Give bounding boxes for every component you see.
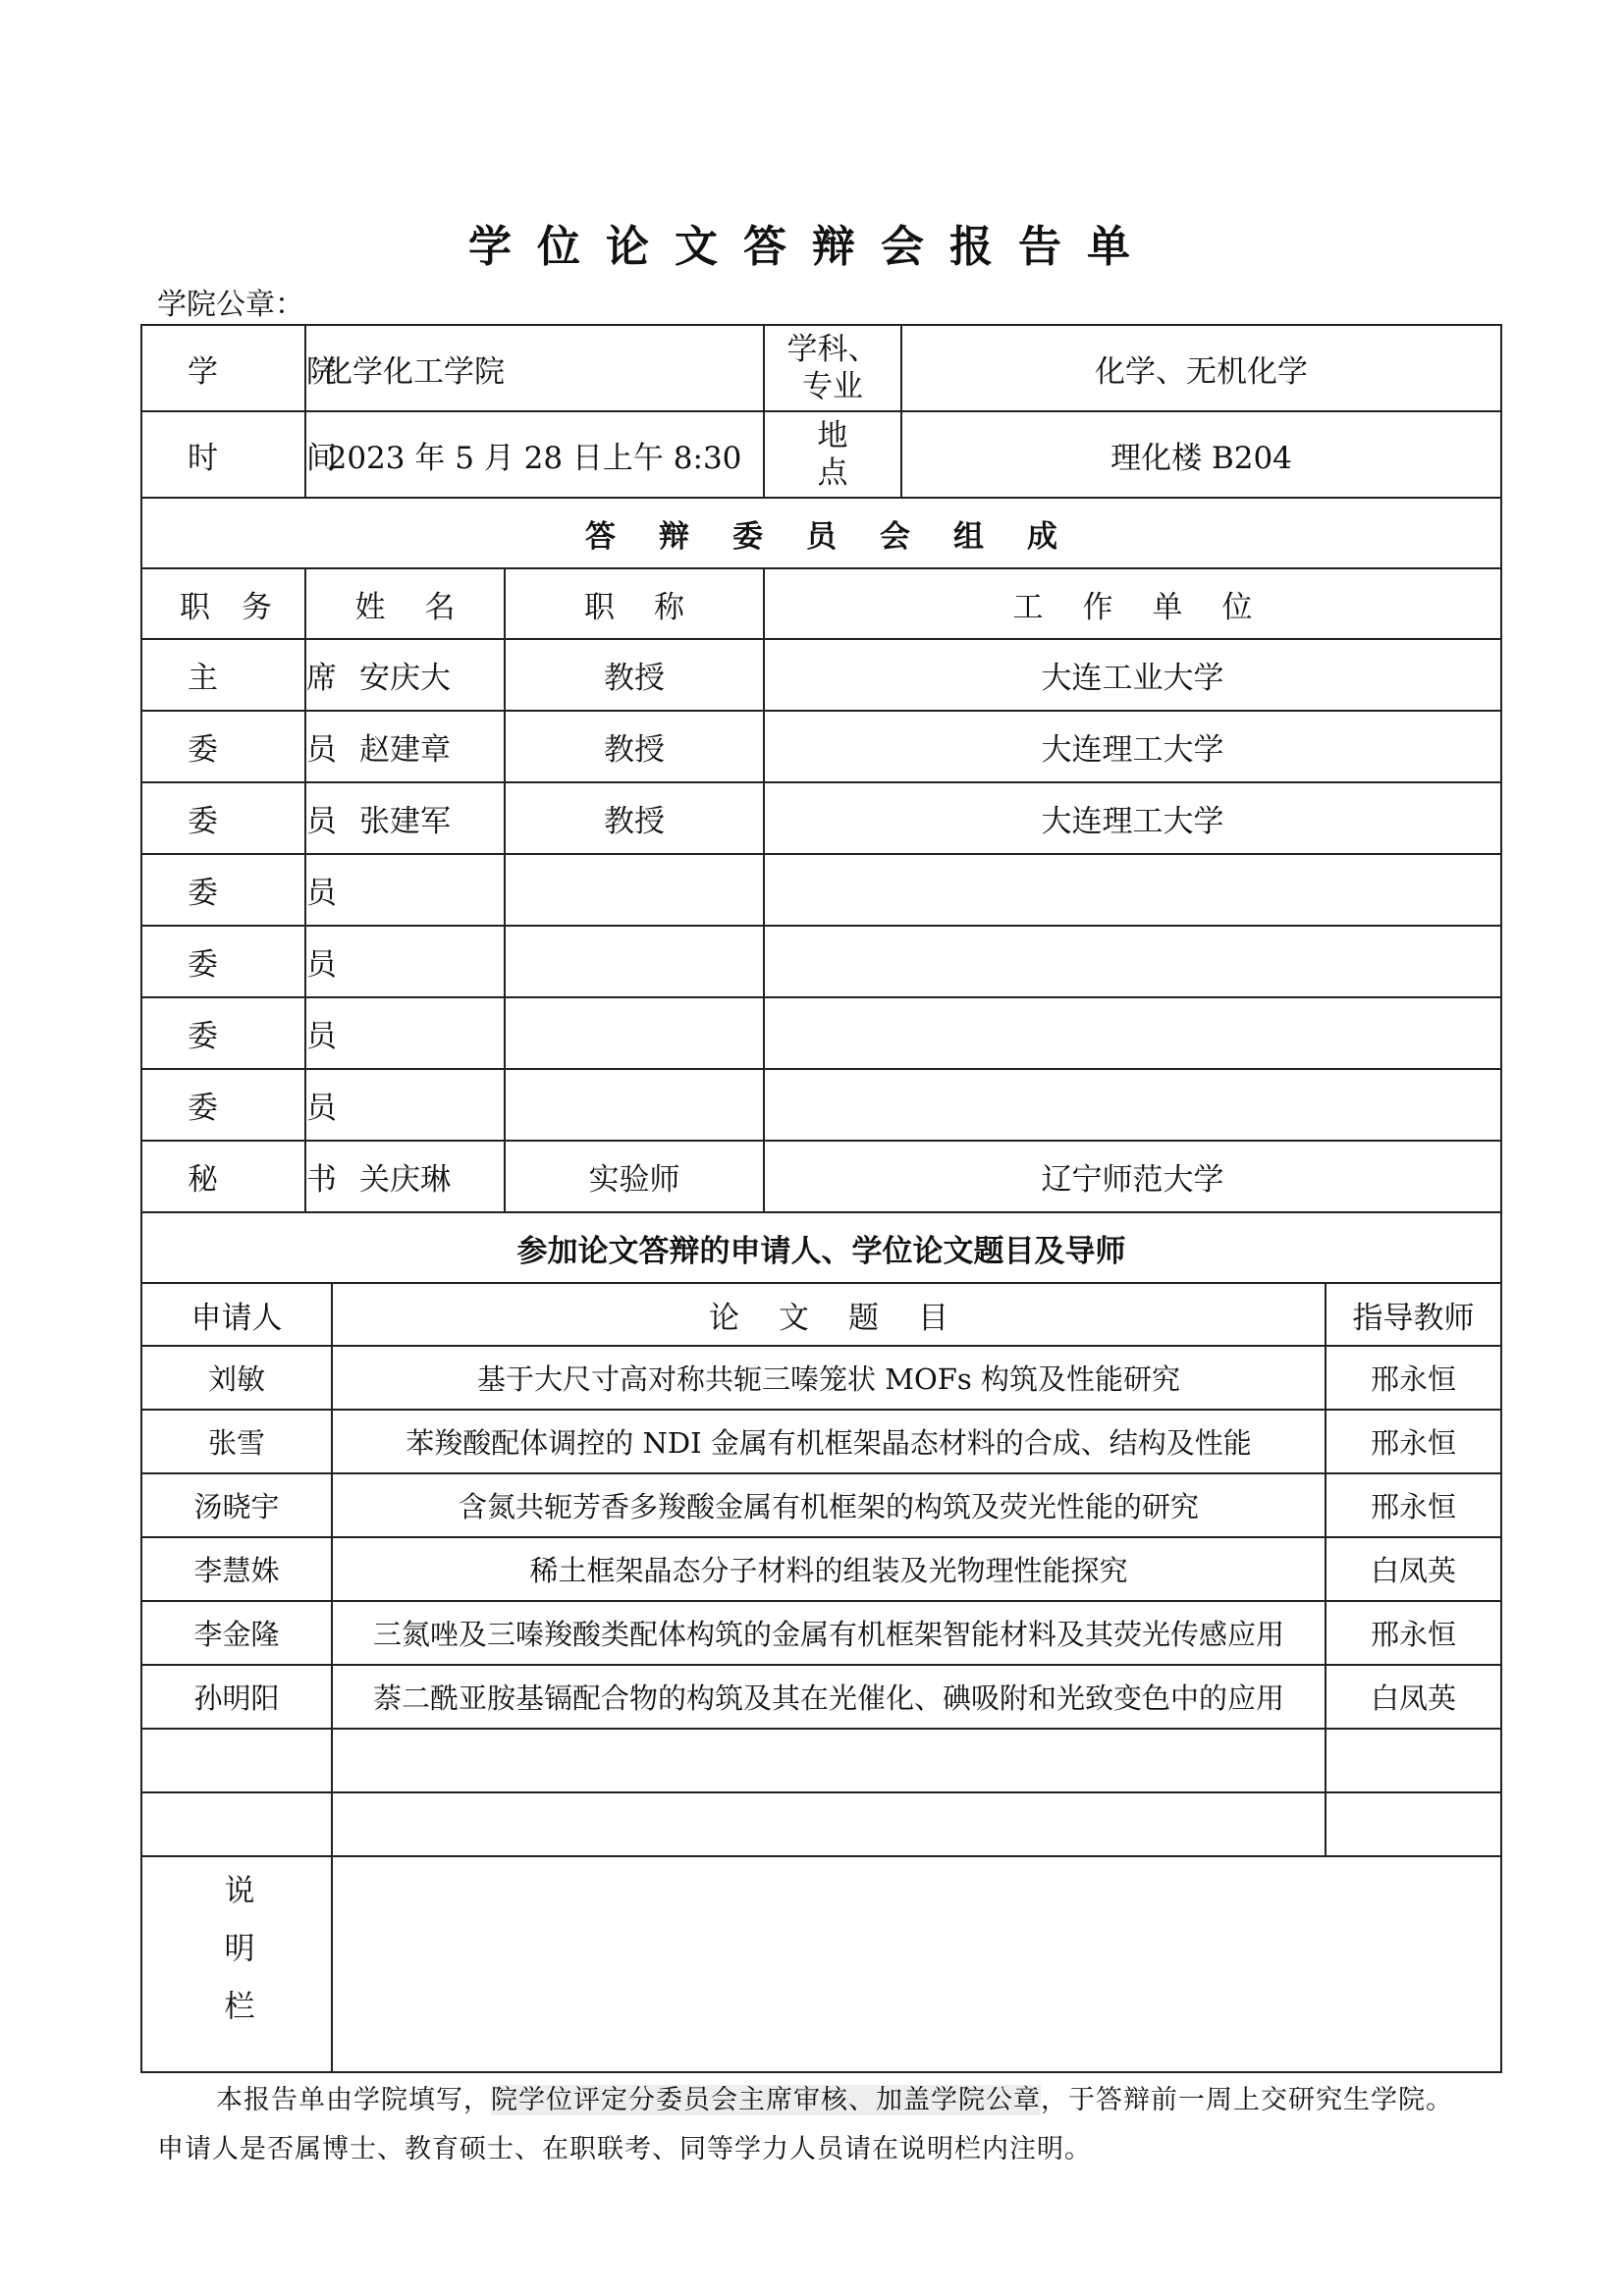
committee-title <box>505 997 764 1069</box>
committee-role: 委 员 <box>141 997 305 1069</box>
time-row <box>141 411 1501 498</box>
applicant-row <box>141 1410 1501 1473</box>
col-role-header: 职务 <box>141 568 305 639</box>
advisor-name: 白凤英 <box>1326 1665 1501 1729</box>
footnote <box>157 2076 1512 2174</box>
discipline-label-line1: 学科、 <box>786 332 879 367</box>
remarks-content <box>332 1856 1501 2072</box>
col-thesis-header: 论文题目 <box>332 1283 1326 1346</box>
thesis-title <box>332 1729 1326 1792</box>
committee-role: 委 员 <box>141 926 305 997</box>
committee-title: 实验师 <box>505 1141 764 1212</box>
thesis-title <box>332 1792 1326 1856</box>
thesis-title: 稀土框架晶态分子材料的组装及光物理性能探究 <box>332 1537 1326 1601</box>
committee-unit <box>764 926 1501 997</box>
col-applicant-header: 申请人 <box>141 1283 332 1346</box>
place-value: 理化楼 B204 <box>901 411 1501 498</box>
committee-unit: 大连工业大学 <box>764 639 1501 711</box>
page-title: 学位论文答辩会报告单 <box>468 222 1156 272</box>
applicant-name: 刘敏 <box>141 1346 332 1410</box>
thesis-title: 含氮共轭芳香多羧酸金属有机框架的构筑及荧光性能的研究 <box>332 1473 1326 1537</box>
committee-name: 张建军 <box>305 782 505 854</box>
advisor-name: 邢永恒 <box>1326 1410 1501 1473</box>
advisor-name: 邢永恒 <box>1326 1346 1501 1410</box>
applicant-row <box>141 1346 1501 1410</box>
footnote-line-2: 申请人是否属博士、教育硕士、在职联考、同等学力人员请在说明栏内注明。 <box>157 2134 1092 2164</box>
advisor-name: 邢永恒 <box>1326 1473 1501 1537</box>
remarks-label-cell <box>141 1856 332 2072</box>
applicant-name <box>141 1792 332 1856</box>
applicants-header-row <box>141 1283 1501 1346</box>
applicant-row <box>141 1473 1501 1537</box>
committee-section-title: 答辩委员会组成 <box>141 498 1501 568</box>
committee-role: 委 员 <box>141 1069 305 1141</box>
committee-title <box>505 854 764 926</box>
remarks-label: 说明栏 <box>218 1873 254 2048</box>
committee-title: 教授 <box>505 711 764 782</box>
committee-unit <box>764 854 1501 926</box>
college-value: 化学化工学院 <box>305 325 764 411</box>
footnote-highlight: 院学位评定分委员会主席审核、加盖学院公章 <box>491 2085 1041 2115</box>
footnote-part1: 本报告单由学院填写， <box>216 2085 491 2115</box>
committee-unit: 大连理工大学 <box>764 782 1501 854</box>
applicants-section-row <box>141 1212 1501 1283</box>
report-form-table <box>140 324 1502 2073</box>
committee-role: 委 员 <box>141 854 305 926</box>
committee-role: 秘 书 <box>141 1141 305 1212</box>
applicant-name <box>141 1729 332 1792</box>
committee-name: 关庆琳 <box>305 1141 505 1212</box>
remarks-row <box>141 1856 1501 2072</box>
committee-section-row <box>141 498 1501 568</box>
time-value: 2023 年 5 月 28 日上午 8:30 <box>305 411 764 498</box>
place-label-line2: 点 <box>817 455 848 491</box>
committee-row <box>141 997 1501 1069</box>
thesis-title: 苯羧酸配体调控的 NDI 金属有机框架晶态材料的合成、结构及性能 <box>332 1410 1326 1473</box>
committee-unit: 辽宁师范大学 <box>764 1141 1501 1212</box>
committee-unit <box>764 1069 1501 1141</box>
committee-role: 委 员 <box>141 782 305 854</box>
committee-row <box>141 1141 1501 1212</box>
col-name-header: 姓名 <box>305 568 505 639</box>
place-label <box>764 411 901 498</box>
thesis-title: 三氮唑及三嗪羧酸类配体构筑的金属有机框架智能材料及其荧光传感应用 <box>332 1601 1326 1665</box>
committee-name: 安庆大 <box>305 639 505 711</box>
col-unit-header: 工作单位 <box>764 568 1501 639</box>
committee-title <box>505 926 764 997</box>
committee-row <box>141 711 1501 782</box>
committee-row <box>141 1069 1501 1141</box>
time-label: 时 间 <box>141 411 305 498</box>
place-label-line1: 地 <box>817 418 848 454</box>
committee-row <box>141 782 1501 854</box>
applicant-row <box>141 1537 1501 1601</box>
committee-row <box>141 854 1501 926</box>
applicant-name: 李金隆 <box>141 1601 332 1665</box>
applicant-row <box>141 1665 1501 1729</box>
applicant-row <box>141 1601 1501 1665</box>
applicant-row <box>141 1729 1501 1792</box>
seal-label: 学院公章： <box>157 288 304 322</box>
discipline-label-line2: 专业 <box>802 369 863 404</box>
col-title-header: 职称 <box>505 568 764 639</box>
committee-row <box>141 639 1501 711</box>
thesis-title: 萘二酰亚胺基镉配合物的构筑及其在光催化、碘吸附和光致变色中的应用 <box>332 1665 1326 1729</box>
col-advisor-header: 指导教师 <box>1326 1283 1501 1346</box>
thesis-title: 基于大尺寸高对称共轭三嗪笼状 MOFs 构筑及性能研究 <box>332 1346 1326 1410</box>
applicant-name: 汤晓宇 <box>141 1473 332 1537</box>
advisor-name <box>1326 1792 1501 1856</box>
committee-title <box>505 1069 764 1141</box>
applicant-name: 张雪 <box>141 1410 332 1473</box>
footnote-part3: ，于答辩前一周上交研究生学院。 <box>1041 2085 1453 2115</box>
committee-role: 主 席 <box>141 639 305 711</box>
committee-header-row <box>141 568 1501 639</box>
discipline-value: 化学、无机化学 <box>901 325 1501 411</box>
footnote-line-1 <box>157 2076 1512 2125</box>
college-row <box>141 325 1501 411</box>
committee-unit <box>764 997 1501 1069</box>
discipline-label <box>764 325 901 411</box>
advisor-name: 白凤英 <box>1326 1537 1501 1601</box>
advisor-name: 邢永恒 <box>1326 1601 1501 1665</box>
committee-role: 委 员 <box>141 711 305 782</box>
applicant-name: 孙明阳 <box>141 1665 332 1729</box>
applicant-name: 李慧姝 <box>141 1537 332 1601</box>
committee-name: 赵建章 <box>305 711 505 782</box>
committee-title: 教授 <box>505 639 764 711</box>
college-label: 学 院 <box>141 325 305 411</box>
committee-unit: 大连理工大学 <box>764 711 1501 782</box>
committee-title: 教授 <box>505 782 764 854</box>
advisor-name <box>1326 1729 1501 1792</box>
committee-row <box>141 926 1501 997</box>
applicant-row <box>141 1792 1501 1856</box>
applicants-section-title: 参加论文答辩的申请人、学位论文题目及导师 <box>141 1212 1501 1283</box>
